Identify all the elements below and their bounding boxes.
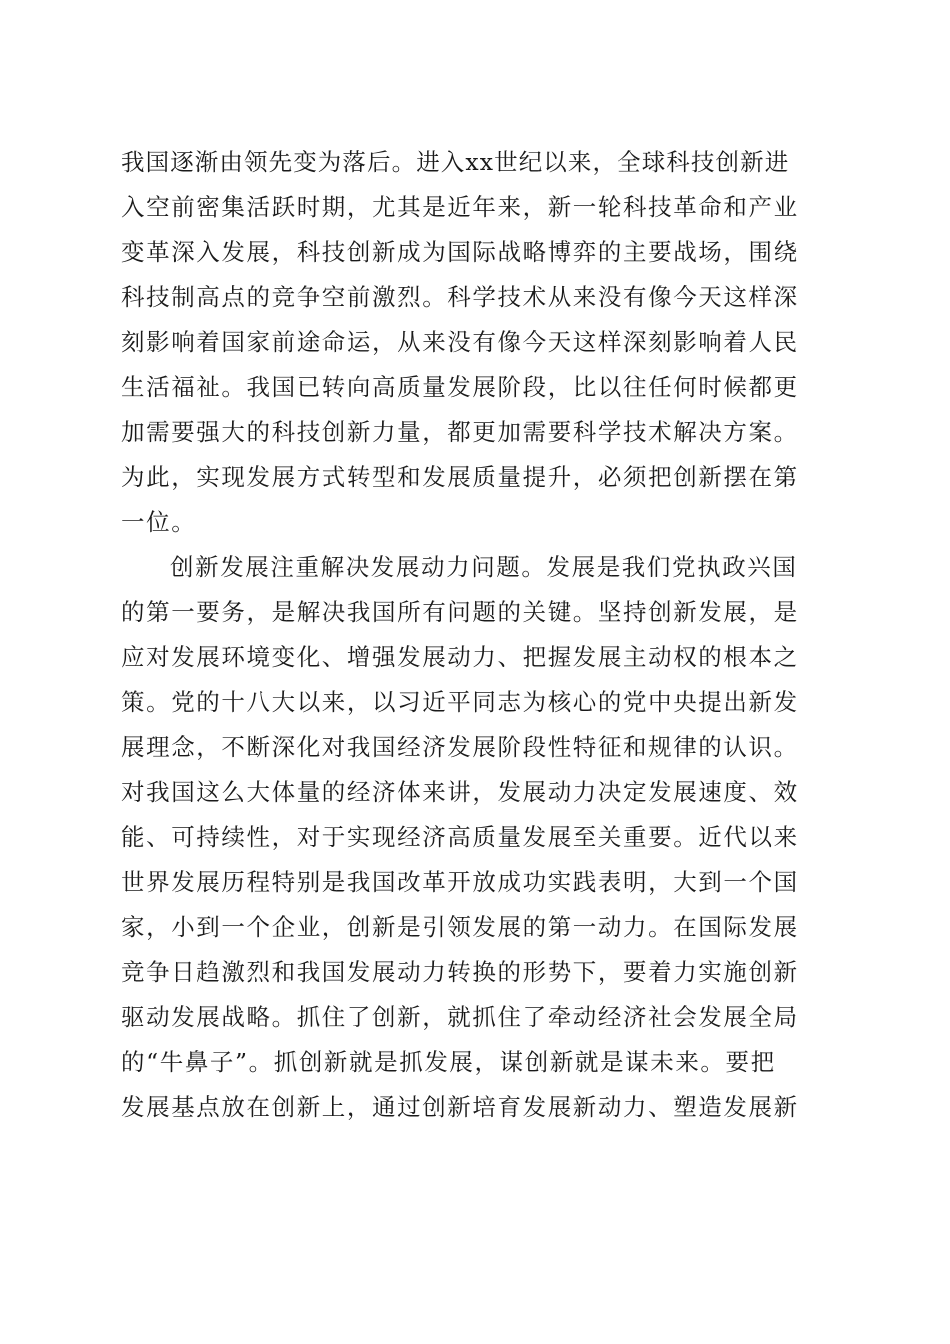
paragraph-2-line-3: 应对发展环境变化、增强发展动力、把握发展主动权的根本之: [121, 643, 799, 671]
paragraph-1-line-7: 加需要强大的科技创新力量，都更加需要科学技术解决方案。: [121, 418, 799, 446]
paragraph-2-line-5: 展理念，不断深化对我国经济发展阶段性特征和规律的认识。: [121, 733, 799, 761]
paragraph-2-line-7: 能、可持续性，对于实现经济高质量发展至关重要。近代以来: [121, 823, 799, 851]
paragraph-2-line-10: 竞争日趋激烈和我国发展动力转换的形势下，要着力实施创新: [121, 958, 799, 986]
paragraph-2-line-11: 驱动发展战略。抓住了创新，就抓住了牵动经济社会发展全局: [121, 1003, 799, 1031]
paragraph-1-line-6: 生活福祉。我国已转向高质量发展阶段，比以往任何时候都更: [121, 373, 799, 401]
paragraph-2-line-9: 家，小到一个企业，创新是引领发展的第一动力。在国际发展: [121, 913, 799, 941]
paragraph-1-line-2: 入空前密集活跃时期，尤其是近年来，新一轮科技革命和产业: [121, 193, 799, 221]
paragraph-1-line-1: 我国逐渐由领先变为落后。进入xx世纪以来，全球科技创新进: [121, 148, 790, 176]
paragraph-1-line-9: 一位。: [121, 508, 197, 536]
paragraph-1-line-5: 刻影响着国家前途命运，从来没有像今天这样深刻影响着人民: [121, 328, 799, 356]
document-body: [121, 140, 831, 1130]
paragraph-2-line-8: 世界发展历程特别是我国改革开放成功实践表明，大到一个国: [121, 868, 799, 896]
paragraph-2-line-6: 对我国这么大体量的经济体来讲，发展动力决定发展速度、效: [121, 778, 799, 806]
paragraph-1-line-3: 变革深入发展，科技创新成为国际战略博弈的主要战场，围绕: [121, 238, 799, 266]
paragraph-2-line-4: 策。党的十八大以来，以习近平同志为核心的党中央提出新发: [121, 688, 799, 716]
paragraph-2-line-2: 的第一要务，是解决我国所有问题的关键。坚持创新发展，是: [121, 598, 799, 626]
paragraph-2-line-13: 发展基点放在创新上，通过创新培育发展新动力、塑造发展新: [121, 1093, 799, 1121]
paragraph-2-line-1: 创新发展注重解决发展动力问题。发展是我们党执政兴国: [170, 553, 798, 581]
paragraph-1-line-8: 为此，实现发展方式转型和发展质量提升，必须把创新摆在第: [121, 463, 799, 491]
paragraph-1-line-4: 科技制高点的竞争空前激烈。科学技术从来没有像今天这样深: [121, 283, 799, 311]
paragraph-2-line-12: 的“牛鼻子”。抓创新就是抓发展，谋创新就是谋未来。要把: [121, 1048, 776, 1076]
